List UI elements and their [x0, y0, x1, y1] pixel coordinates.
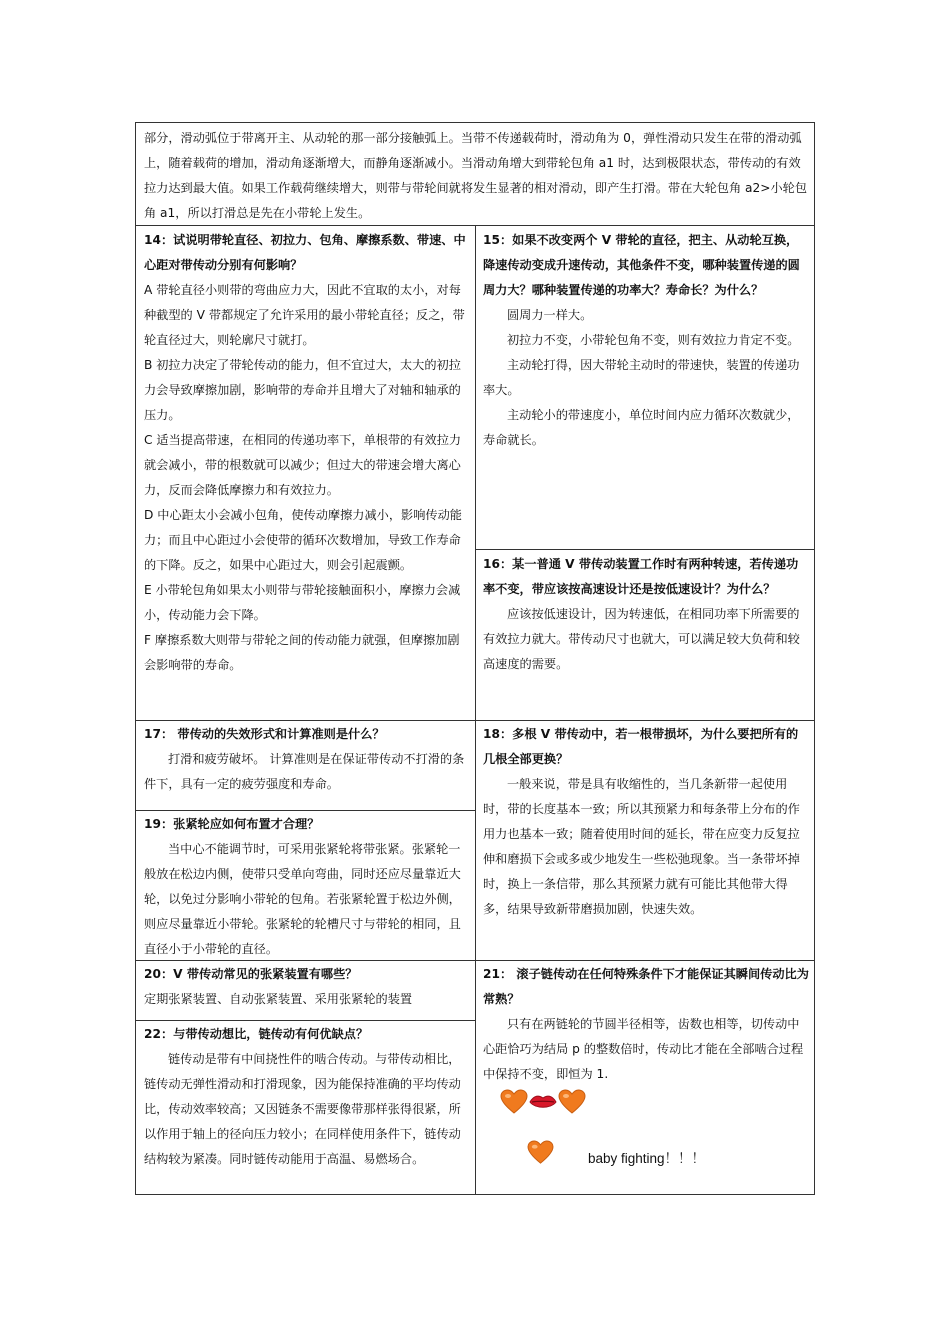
q18-question: 18：多根 V 带传动中，若一根带损坏，为什么要把所有的几根全部更换？ — [483, 727, 799, 766]
q15-answer-2: 初拉力不变，小带轮包角不变，则有效拉力肯定不变。 — [507, 333, 800, 347]
q14-question: 14：试说明带轮直径、初拉力、包角、摩擦系数、带速、中心距对带传动分别有何影响？ — [144, 233, 466, 272]
q15-content — [483, 228, 809, 453]
q17-answer: 打滑和疲劳破坏。 计算准则是在保证带传动不打滑的条件下，具有一定的疲劳强度和寿命。 — [144, 752, 465, 791]
intro-text: 部分，滑动弧位于带离开主、从动轮的那一部分接触弧上。当带不传递载荷时，滑动角为 0，弹性滑动只发生在带的滑动弧上，随着载荷的增加，滑动角逐渐增大，而静角逐渐减小。当滑动角增大到带轮包角 a1 时，达到极限状态，带传动的有效拉力达到最大值。如果工作载荷继续增大，则带与带轮间就将发生显著的相对滑动，即产生打滑。带在大轮包角 a2>小轮包角 a1，所以打滑总是先在小带轮上发生。 — [144, 131, 808, 220]
q22-content — [144, 1022, 470, 1172]
q17-content — [144, 722, 470, 797]
heart-icon — [500, 1089, 528, 1115]
q18-content — [483, 722, 809, 922]
q16-answer: 应该按低速设计，因为转速低，在相同功率下所需要的有效拉力就大。带传动尺寸也就大，可以满足较大负荷和较高速度的需要。 — [483, 607, 800, 671]
q22-answer: 链传动是带有中间挠性件的啮合传动。与带传动相比，链传动无弹性滑动和打滑现象，因为能保持准确的平均传动比，传动效率较高；又因链条不需要像带那样张得很紧，所以作用于轴上的径向压力较小；在同样使用条件下，链传动结构较为紧凑。同时链传动能用于高温、易燃场合。 — [144, 1052, 461, 1166]
q19-question: 19：张紧轮应如何布置才合理？ — [144, 817, 320, 831]
q20-question: 20：V 带传动常见的张紧装置有哪些？ — [144, 967, 358, 981]
q19-content — [144, 812, 470, 962]
decor-caption: baby fighting！！！ — [588, 1151, 706, 1166]
q14-answer-b: B 初拉力决定了带轮传动的能力，但不宜过大，太大的初拉力会导致摩擦加剧，影响带的寿命并且增大了对轴和轴承的压力。 — [144, 358, 461, 422]
lips-icon — [529, 1093, 557, 1111]
q16-content — [483, 552, 809, 677]
q14-answer-f: F 摩擦系数大则带与带轮之间的传动能力就强，但摩擦加剧会影响带的寿命。 — [144, 633, 460, 672]
q15-answer-3: 主动轮打得，因大带轮主动时的带速快，装置的传递功率大。 — [483, 358, 800, 397]
q15-question: 15：如果不改变两个 V 带轮的直径，把主、从动轮互换，降速传动变成升速传动，其他条件不变，哪种装置传递的圆周力大？哪种装置传递的功率大？寿命长？为什么？ — [483, 233, 800, 297]
q19-answer: 当中心不能调节时，可采用张紧轮将带张紧。张紧轮一般放在松边内侧，使带只受单向弯曲，同时还应尽量靠近大轮，以免过分影响小带轮的包角。若张紧轮置于松边外侧，则应尽量靠近小带轮。张紧轮的轮槽尺寸与带轮的相同，且直径小于小带轮的直径。 — [144, 842, 461, 956]
q14-answer-e: E 小带轮包角如果太小则带与带轮接触面积小，摩擦力会减小，传动能力会下降。 — [144, 583, 461, 622]
q18-answer: 一般来说，带是具有收缩性的，当几条新带一起使用时，带的长度基本一致；所以其预紧力和每条带上分布的作用力也基本一致；随着使用时间的延长，带在应变力反复拉伸和磨损下会或多或少地发生一些松弛现象。当一条带坏掉时，换上一条信带，那么其预紧力就有可能比其他带大得多，结果导致新带磨损加剧，快速失效。 — [483, 777, 800, 916]
q21-question: 21： 滚子链传动在任何特殊条件下才能保证其瞬间传动比为常熟？ — [483, 967, 809, 1006]
q14-content — [144, 228, 470, 678]
q15-answer-1: 圆周力一样大。 — [507, 308, 593, 322]
heart-icon — [558, 1089, 586, 1115]
q15-answer-4: 主动轮小的带速度小，单位时间内应力循环次数就少，寿命就长。 — [483, 408, 800, 447]
q20-content — [144, 962, 470, 1012]
q17-question: 17： 带传动的失效形式和计算准则是什么？ — [144, 727, 385, 741]
q21-answer: 只有在两链轮的节圆半径相等，齿数也相等，切传动中心距恰巧为结局 p 的整数倍时，传动比才能在全部啮合过程中保持不变，即恒为 1. — [483, 1017, 804, 1081]
q14-answer-c: C 适当提高带速，在相同的传递功率下，单根带的有效拉力就会减小，带的根数就可以减少；但过大的带速会增大离心力，反而会降低摩擦力和有效拉力。 — [144, 433, 462, 497]
q21-content — [483, 962, 809, 1087]
q14-answer-a: A 带轮直径小则带的弯曲应力大，因此不宜取的太小，对每种截型的 V 带都规定了允许采用的最小带轮直径；反之，带轮直径过大，则轮廓尺寸就打。 — [144, 283, 465, 347]
q22-question: 22：与带传动想比，链传动有何优缺点？ — [144, 1027, 369, 1041]
q16-question: 16：某一普通 V 带传动装置工作时有两种转速，若传递功率不变，带应该按高速设计还是按低速设计？为什么？ — [483, 557, 799, 596]
heart-icon — [527, 1140, 554, 1165]
q20-answer: 定期张紧装置、自动张紧装置、采用张紧轮的装置 — [144, 992, 413, 1006]
q14-answer-d: D 中心距太小会减小包角，使传动摩擦力减小，影响传动能力；而且中心距过小会使带的循环次数增加，导致工作寿命的下降。反之，如果中心距过大，则会引起震颤。 — [144, 508, 462, 572]
